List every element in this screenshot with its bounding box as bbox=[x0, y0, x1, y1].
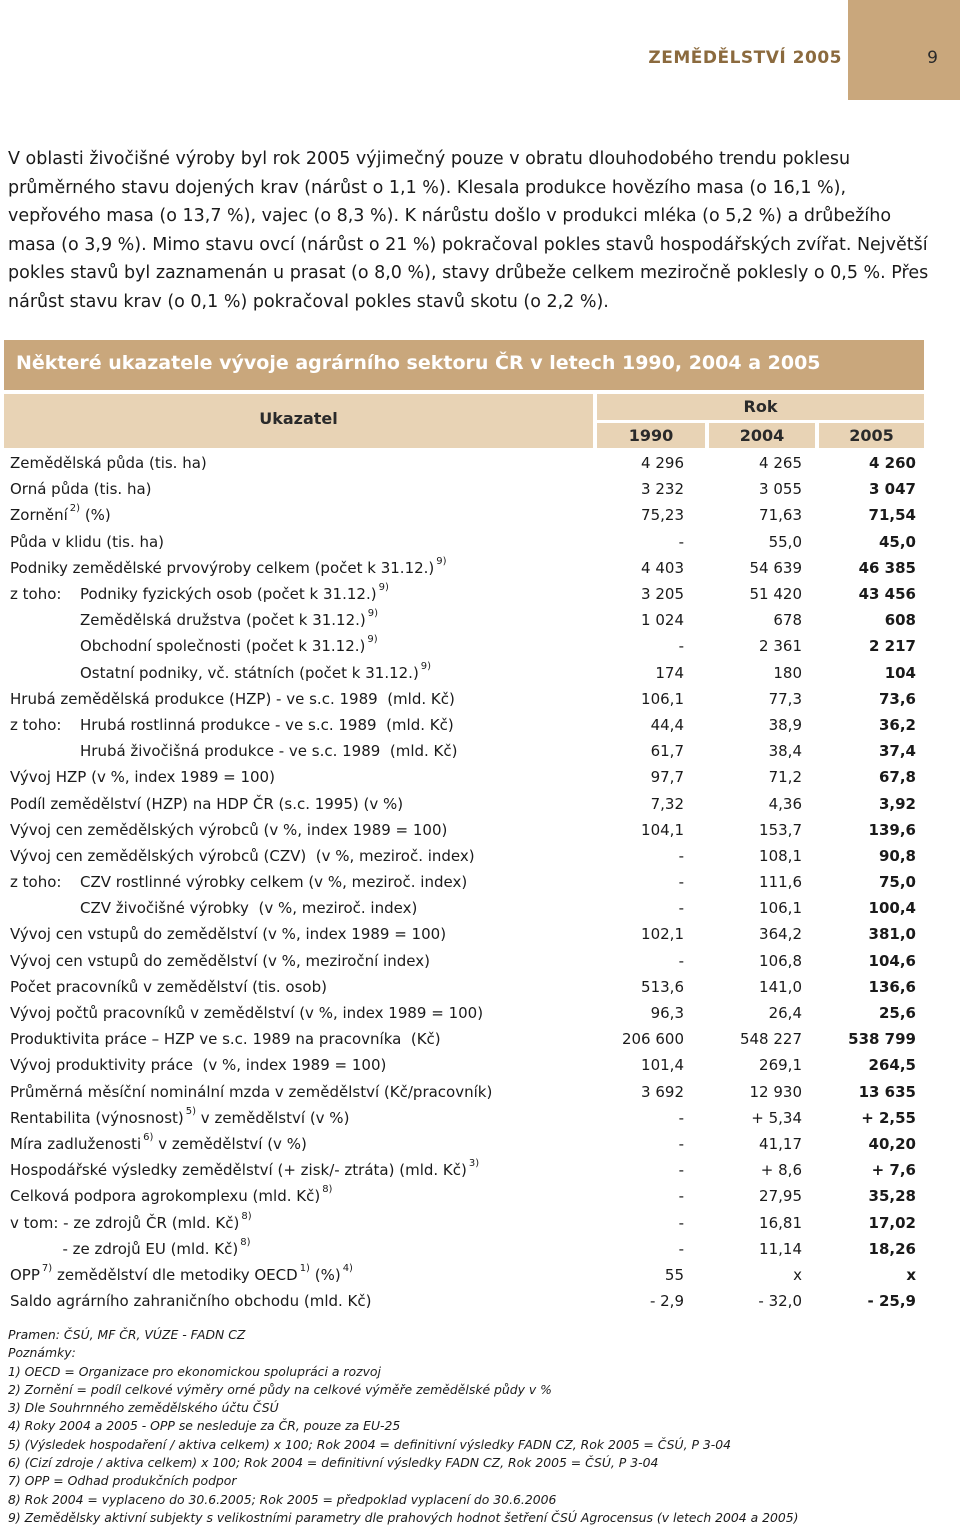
header-year-cell bbox=[597, 394, 924, 420]
value-2004: 141,0 bbox=[759, 977, 802, 996]
row-label-text: Vývoj HZP (v %, index 1989 = 100) bbox=[10, 768, 275, 787]
table-row bbox=[4, 817, 924, 843]
value-2005: 538 799 bbox=[848, 1030, 916, 1049]
footnote-ref: 9) bbox=[367, 634, 378, 646]
value-2004: 4,36 bbox=[768, 794, 802, 813]
table-row bbox=[4, 1262, 924, 1288]
row-label-text: Hrubá zemědělská produkce (HZP) - ve s.c. 1989 (mld. Kč) bbox=[10, 689, 455, 708]
row-label-text: Obchodní společnosti (počet k 31.12.) bbox=[80, 637, 366, 656]
row-label-text: Půda v klidu (tis. ha) bbox=[10, 532, 165, 551]
value-2004: 678 bbox=[773, 611, 802, 630]
footnote: 9) Zemědělsky aktivní subjekty s velikostními parametry dle prahových hodnot šetření ČSÚ Agrocensus (v letech 2004 a 2005) bbox=[8, 1509, 799, 1525]
footnote-ref: 9) bbox=[378, 582, 389, 594]
footnote-ref: 3) bbox=[468, 1158, 480, 1170]
value-2004: 153,7 bbox=[759, 820, 802, 839]
row-label bbox=[4, 790, 574, 816]
value-2005: 73,6 bbox=[878, 689, 916, 708]
row-label-text: CZV rostlinné výrobky celkem (v %, meziroč. index) bbox=[80, 873, 468, 892]
value-1990: - 2,9 bbox=[649, 1292, 684, 1311]
table-row bbox=[4, 948, 924, 974]
value-2005: 40,20 bbox=[868, 1134, 916, 1153]
value-2005: 43 456 bbox=[858, 585, 916, 604]
value-2004: + 5,34 bbox=[751, 1108, 802, 1127]
value-1990: - bbox=[678, 1187, 684, 1206]
value-2005: 36,2 bbox=[878, 715, 916, 734]
row-label bbox=[4, 1183, 574, 1209]
value-2004: 3 055 bbox=[759, 480, 802, 499]
row-label bbox=[4, 555, 574, 581]
value-2005: x bbox=[906, 1265, 916, 1284]
value-2005: 381,0 bbox=[868, 925, 916, 944]
value-1990: - bbox=[678, 1161, 684, 1180]
row-label-text: Vývoj cen vstupů do zemědělství (v %, meziroční index) bbox=[10, 951, 430, 970]
value-2004: 54 639 bbox=[749, 558, 802, 577]
row-label bbox=[4, 843, 574, 869]
table-row bbox=[4, 1105, 924, 1131]
page-number: 9 bbox=[927, 48, 938, 68]
table-title: Některé ukazatele vývoje agrárního sektoru ČR v letech 1990, 2004 a 2005 bbox=[16, 352, 821, 374]
table-row bbox=[4, 790, 924, 816]
value-1990: 7,32 bbox=[650, 794, 684, 813]
row-label-text: Zornění bbox=[10, 506, 68, 525]
value-1990: 104,1 bbox=[641, 820, 684, 839]
row-label-text: Hrubá rostlinná produkce - ve s.c. 1989 (mld. Kč) bbox=[80, 715, 454, 734]
value-2005: 75,0 bbox=[878, 873, 916, 892]
value-2004: 71,63 bbox=[759, 506, 802, 525]
row-label bbox=[4, 869, 574, 895]
value-2005: 45,0 bbox=[878, 532, 916, 551]
value-1990: - bbox=[678, 1108, 684, 1127]
footnote: 1) OECD = Organizace pro ekonomickou spolupráci a rozvoj bbox=[8, 1363, 381, 1379]
table-row bbox=[4, 738, 924, 764]
row-label-suffix: v zemědělství (v %) bbox=[153, 1134, 307, 1153]
value-2005: 17,02 bbox=[868, 1213, 916, 1232]
row-label bbox=[4, 607, 574, 633]
value-2005: 13 635 bbox=[858, 1082, 916, 1101]
table-row bbox=[4, 869, 924, 895]
value-1990: 206 600 bbox=[621, 1030, 684, 1049]
row-label bbox=[4, 1262, 574, 1288]
value-1990: 4 403 bbox=[641, 558, 684, 577]
value-2004: 548 227 bbox=[739, 1030, 802, 1049]
value-2005: 3 047 bbox=[869, 480, 916, 499]
header-year-1990 bbox=[597, 423, 705, 448]
row-prefix: z toho: bbox=[10, 585, 62, 604]
value-2005: 264,5 bbox=[868, 1056, 916, 1075]
footnote-ref: 9) bbox=[436, 555, 447, 567]
footnote-ref: 8) bbox=[240, 1236, 251, 1248]
table-row bbox=[4, 660, 924, 686]
value-2005: 46 385 bbox=[858, 558, 916, 577]
table-row bbox=[4, 1209, 924, 1235]
table-row bbox=[4, 1079, 924, 1105]
value-2005: 104,6 bbox=[868, 951, 916, 970]
row-label bbox=[4, 633, 574, 659]
value-2005: 139,6 bbox=[868, 820, 916, 839]
value-2004: 2 361 bbox=[759, 637, 802, 656]
row-label-text: v tom: - ze zdrojů ČR (mld. Kč) bbox=[10, 1213, 240, 1232]
value-1990: - bbox=[678, 951, 684, 970]
row-label-text: Rentabilita (výnosnost) bbox=[10, 1108, 184, 1127]
row-label bbox=[4, 581, 574, 607]
value-1990: 3 692 bbox=[641, 1082, 684, 1101]
row-label-text: Podíl zemědělství (HZP) na HDP ČR (s.c. 1995) (v %) bbox=[10, 794, 404, 813]
value-1990: 55 bbox=[664, 1265, 684, 1284]
row-label bbox=[4, 1105, 574, 1131]
value-2005: 608 bbox=[884, 611, 916, 630]
value-2004: 12 930 bbox=[749, 1082, 802, 1101]
row-label bbox=[4, 660, 574, 686]
value-1990: 3 232 bbox=[641, 480, 684, 499]
table-row bbox=[4, 555, 924, 581]
row-label-suffix: v zemědělství (v %) bbox=[196, 1108, 350, 1127]
footnote-ref: 9) bbox=[420, 660, 432, 672]
row-label bbox=[4, 476, 574, 502]
table-row bbox=[4, 1000, 924, 1026]
header-indicator-label: Ukazatel bbox=[259, 409, 338, 428]
value-2004: 180 bbox=[773, 663, 802, 682]
footnote: 7) OPP = Odhad produkčních podpor bbox=[8, 1473, 237, 1489]
value-2005: 35,28 bbox=[868, 1187, 916, 1206]
table-row bbox=[4, 764, 924, 790]
table-row bbox=[4, 476, 924, 502]
value-2005: 71,54 bbox=[868, 506, 916, 525]
value-1990: - bbox=[678, 846, 684, 865]
row-label-text: OPP bbox=[10, 1265, 40, 1284]
table-title-bar bbox=[4, 340, 924, 390]
row-label-suffix: (%) bbox=[309, 1265, 341, 1284]
header-year-2005 bbox=[819, 423, 924, 448]
value-2005: + 2,55 bbox=[861, 1108, 916, 1127]
row-label bbox=[4, 450, 574, 476]
value-2004: 38,4 bbox=[768, 742, 802, 761]
value-2005: 67,8 bbox=[878, 768, 916, 787]
footnote: Poznámky: bbox=[8, 1345, 76, 1361]
year-2005-label: 2005 bbox=[849, 426, 894, 445]
table-row bbox=[4, 1157, 924, 1183]
table-row bbox=[4, 581, 924, 607]
row-label bbox=[4, 1209, 574, 1235]
value-1990: 3 205 bbox=[641, 585, 684, 604]
value-1990: 513,6 bbox=[641, 977, 684, 996]
table-row bbox=[4, 921, 924, 947]
table-row bbox=[4, 1026, 924, 1052]
value-1990: 101,4 bbox=[641, 1056, 684, 1075]
footnote: 8) Rok 2004 = vyplaceno do 30.6.2005; Rok 2005 = předpoklad vyplacení do 30.6.2006 bbox=[8, 1491, 557, 1507]
value-2005: 90,8 bbox=[878, 846, 916, 865]
row-label bbox=[4, 1288, 574, 1314]
row-label-text: Podniky zemědělské prvovýroby celkem (počet k 31.12.) bbox=[10, 558, 435, 577]
row-label bbox=[4, 817, 574, 843]
row-label bbox=[4, 764, 574, 790]
row-label-text: Zemědělská družstva (počet k 31.12.) bbox=[80, 611, 366, 630]
value-1990: 1 024 bbox=[641, 611, 684, 630]
table-row bbox=[4, 450, 924, 476]
table-row bbox=[4, 607, 924, 633]
row-label-text: - ze zdrojů EU (mld. Kč) bbox=[10, 1239, 239, 1258]
header-indicator-cell bbox=[4, 394, 593, 448]
row-label-text: Vývoj počtů pracovníků v zemědělství (v %, index 1989 = 100) bbox=[10, 1004, 484, 1023]
value-2004: 77,3 bbox=[768, 689, 802, 708]
value-2005: 104 bbox=[884, 663, 916, 682]
value-2004: 269,1 bbox=[759, 1056, 802, 1075]
table-row bbox=[4, 686, 924, 712]
source-note: Pramen: ČSÚ, MF ČR, VÚZE - FADN CZ bbox=[8, 1327, 246, 1342]
indicators-table bbox=[4, 450, 924, 1314]
row-label-text: Saldo agrárního zahraničního obchodu (mld. Kč) bbox=[10, 1292, 372, 1311]
footnote: 3) Dle Souhrnného zemědělského účtu ČSÚ bbox=[8, 1400, 279, 1416]
value-2004: 71,2 bbox=[768, 768, 802, 787]
row-label bbox=[4, 502, 574, 528]
value-1990: 44,4 bbox=[650, 715, 684, 734]
value-1990: 75,23 bbox=[641, 506, 684, 525]
value-2004: 51 420 bbox=[749, 585, 802, 604]
value-2004: 111,6 bbox=[759, 873, 802, 892]
row-label-text: Míra zadluženosti bbox=[10, 1134, 142, 1153]
row-label-suffix: zemědělství dle metodiky OECD bbox=[52, 1265, 298, 1284]
row-label-suffix: (%) bbox=[80, 506, 111, 525]
row-label bbox=[4, 1026, 574, 1052]
year-2004-label: 2004 bbox=[739, 426, 785, 445]
footnote: 5) (Výsledek hospodaření / aktiva celkem) x 100; Rok 2004 = definitivní výsledky FADN CZ, Rok 2005 = ČSÚ, P 3-04 bbox=[8, 1436, 731, 1452]
value-2005: + 7,6 bbox=[871, 1161, 916, 1180]
row-label bbox=[4, 738, 574, 764]
page-header bbox=[0, 0, 960, 100]
year-1990-label: 1990 bbox=[628, 426, 674, 445]
table-row bbox=[4, 895, 924, 921]
row-label-text: Hrubá živočišná produkce - ve s.c. 1989 (mld. Kč) bbox=[80, 742, 458, 761]
row-label-text: Vývoj produktivity práce (v %, index 1989 = 100) bbox=[10, 1056, 387, 1075]
value-2004: 11,14 bbox=[759, 1239, 802, 1258]
value-2004: 106,8 bbox=[759, 951, 802, 970]
row-label-text: Počet pracovníků v zemědělství (tis. osob) bbox=[10, 977, 327, 996]
table-row bbox=[4, 974, 924, 1000]
value-2004: x bbox=[793, 1265, 802, 1284]
header-title: ZEMĚDĚLSTVÍ 2005 bbox=[648, 48, 842, 68]
intro-paragraph: V oblasti živočišné výroby byl rok 2005 výjimečný pouze v obratu dlouhodobého trendu poklesu průměrného stavu dojených krav (nárůst o 1,1 %). Klesala produkce hovězího masa (o 16,1 %), vepřového masa (o 13,7 %), vajec (o 8,3 %). K nárůstu došlo v produkci mléka (o 5,2 %) a drůbežího masa (o 3,9 %). Mimo stavu ovcí (nárůst o 21 %) pokračoval pokles stavů hospodářských zvířat. Největší pokles stavů byl zaznamenán u prasat (o 8,0 %), stavy drůbeže celkem meziročně poklesly o 0,5 %. Přes nárůst stavu krav (o 0,1 %) pokračoval pokles stavů skotu (o 2,2 %). bbox=[8, 149, 929, 312]
row-label-text: Vývoj cen zemědělských výrobců (CZV) (v %, meziroč. index) bbox=[10, 846, 475, 865]
footnote-ref: 4) bbox=[342, 1262, 353, 1274]
value-2005: 136,6 bbox=[868, 977, 916, 996]
footnote: 2) Zornění = podíl celkové výměry orné půdy na celkové výměře zemědělské půdy v % bbox=[8, 1381, 552, 1397]
table-row bbox=[4, 712, 924, 738]
row-label-text: Zemědělská půda (tis. ha) bbox=[10, 454, 207, 473]
header-year-label: Rok bbox=[743, 397, 778, 416]
table-row bbox=[4, 843, 924, 869]
value-1990: - bbox=[678, 899, 684, 918]
value-1990: 61,7 bbox=[650, 742, 684, 761]
row-label-text: Vývoj cen zemědělských výrobců (v %, index 1989 = 100) bbox=[10, 820, 448, 839]
row-label bbox=[4, 1131, 574, 1157]
row-prefix: z toho: bbox=[10, 715, 62, 734]
value-2004: 108,1 bbox=[759, 846, 802, 865]
footnote: 6) (Cizí zdroje / aktiva celkem) x 100; Rok 2004 = definitivní výsledky FADN CZ, Rok 2005 = ČSÚ, P 3-04 bbox=[8, 1455, 659, 1471]
value-1990: 102,1 bbox=[641, 925, 684, 944]
value-2004: 364,2 bbox=[759, 925, 802, 944]
row-label bbox=[4, 895, 574, 921]
row-label-text: CZV živočišné výrobky (v %, meziroč. index) bbox=[80, 899, 418, 918]
footnote: 4) Roky 2004 a 2005 - OPP se nesleduje za ČR, pouze za EU-25 bbox=[8, 1418, 401, 1434]
row-label-text: Celková podpora agrokomplexu (mld. Kč) bbox=[10, 1187, 321, 1206]
value-2004: - 32,0 bbox=[758, 1292, 802, 1311]
footnote-ref: 5) bbox=[185, 1105, 197, 1117]
value-1990: 96,3 bbox=[650, 1004, 684, 1023]
value-2004: 55,0 bbox=[768, 532, 802, 551]
table-row bbox=[4, 1131, 924, 1157]
table-row bbox=[4, 529, 924, 555]
row-label bbox=[4, 686, 574, 712]
footnote-ref: 1) bbox=[299, 1262, 310, 1274]
value-2005: 37,4 bbox=[878, 742, 916, 761]
value-1990: - bbox=[678, 1213, 684, 1232]
row-label bbox=[4, 1052, 574, 1078]
value-2004: 26,4 bbox=[768, 1004, 802, 1023]
table-row bbox=[4, 1052, 924, 1078]
value-2004: 16,81 bbox=[759, 1213, 802, 1232]
row-label-text: Hospodářské výsledky zemědělství (+ zisk/- ztráta) (mld. Kč) bbox=[10, 1161, 467, 1180]
value-2004: 4 265 bbox=[759, 454, 802, 473]
row-label-text: Ostatní podniky, vč. státních (počet k 31.12.) bbox=[80, 663, 419, 682]
value-2005: 2 217 bbox=[869, 637, 916, 656]
row-prefix: z toho: bbox=[10, 873, 62, 892]
footnote-ref: 9) bbox=[367, 608, 379, 620]
row-label bbox=[4, 1157, 574, 1183]
value-2005: 100,4 bbox=[868, 899, 916, 918]
row-label-text: Orná půda (tis. ha) bbox=[10, 480, 152, 499]
table-row bbox=[4, 1288, 924, 1314]
value-2005: 25,6 bbox=[878, 1004, 916, 1023]
value-2004: 38,9 bbox=[768, 715, 802, 734]
value-1990: 4 296 bbox=[641, 454, 684, 473]
value-1990: - bbox=[678, 532, 684, 551]
value-1990: 97,7 bbox=[650, 768, 684, 787]
row-label bbox=[4, 1079, 574, 1105]
footnote-ref: 8) bbox=[322, 1184, 333, 1196]
footnote-ref: 2) bbox=[69, 503, 81, 515]
row-label-text: Produktivita práce – HZP ve s.c. 1989 na pracovníka (Kč) bbox=[10, 1030, 441, 1049]
value-1990: 106,1 bbox=[641, 689, 684, 708]
footnote-ref: 6) bbox=[143, 1131, 154, 1143]
row-label bbox=[4, 529, 574, 555]
value-1990: - bbox=[678, 1134, 684, 1153]
row-label bbox=[4, 1236, 574, 1262]
row-label-text: Podniky fyzických osob (počet k 31.12.) bbox=[80, 585, 377, 604]
footnotes bbox=[8, 1326, 948, 1527]
row-label-text: Vývoj cen vstupů do zemědělství (v %, index 1989 = 100) bbox=[10, 925, 447, 944]
value-2005: 4 260 bbox=[869, 454, 916, 473]
row-label bbox=[4, 974, 574, 1000]
table-row bbox=[4, 633, 924, 659]
table-row bbox=[4, 1236, 924, 1262]
header-year-2004 bbox=[709, 423, 815, 448]
value-2004: + 8,6 bbox=[760, 1161, 802, 1180]
value-1990: - bbox=[678, 1239, 684, 1258]
footnote-ref: 7) bbox=[41, 1262, 53, 1274]
value-2005: 18,26 bbox=[868, 1239, 916, 1258]
value-2004: 27,95 bbox=[759, 1187, 802, 1206]
header-accent-block bbox=[848, 0, 960, 100]
value-1990: - bbox=[678, 637, 684, 656]
value-1990: 174 bbox=[655, 663, 684, 682]
row-label bbox=[4, 712, 574, 738]
value-1990: - bbox=[678, 873, 684, 892]
value-2004: 106,1 bbox=[759, 899, 802, 918]
footnote-ref: 8) bbox=[241, 1210, 252, 1222]
table-row bbox=[4, 1183, 924, 1209]
row-label bbox=[4, 1000, 574, 1026]
row-label-text: Průměrná měsíční nominální mzda v zemědělství (Kč/pracovník) bbox=[10, 1082, 493, 1101]
value-2005: - 25,9 bbox=[867, 1292, 916, 1311]
row-label bbox=[4, 921, 574, 947]
value-2004: 41,17 bbox=[759, 1134, 802, 1153]
value-2005: 3,92 bbox=[878, 794, 916, 813]
row-label bbox=[4, 948, 574, 974]
table-row bbox=[4, 502, 924, 528]
